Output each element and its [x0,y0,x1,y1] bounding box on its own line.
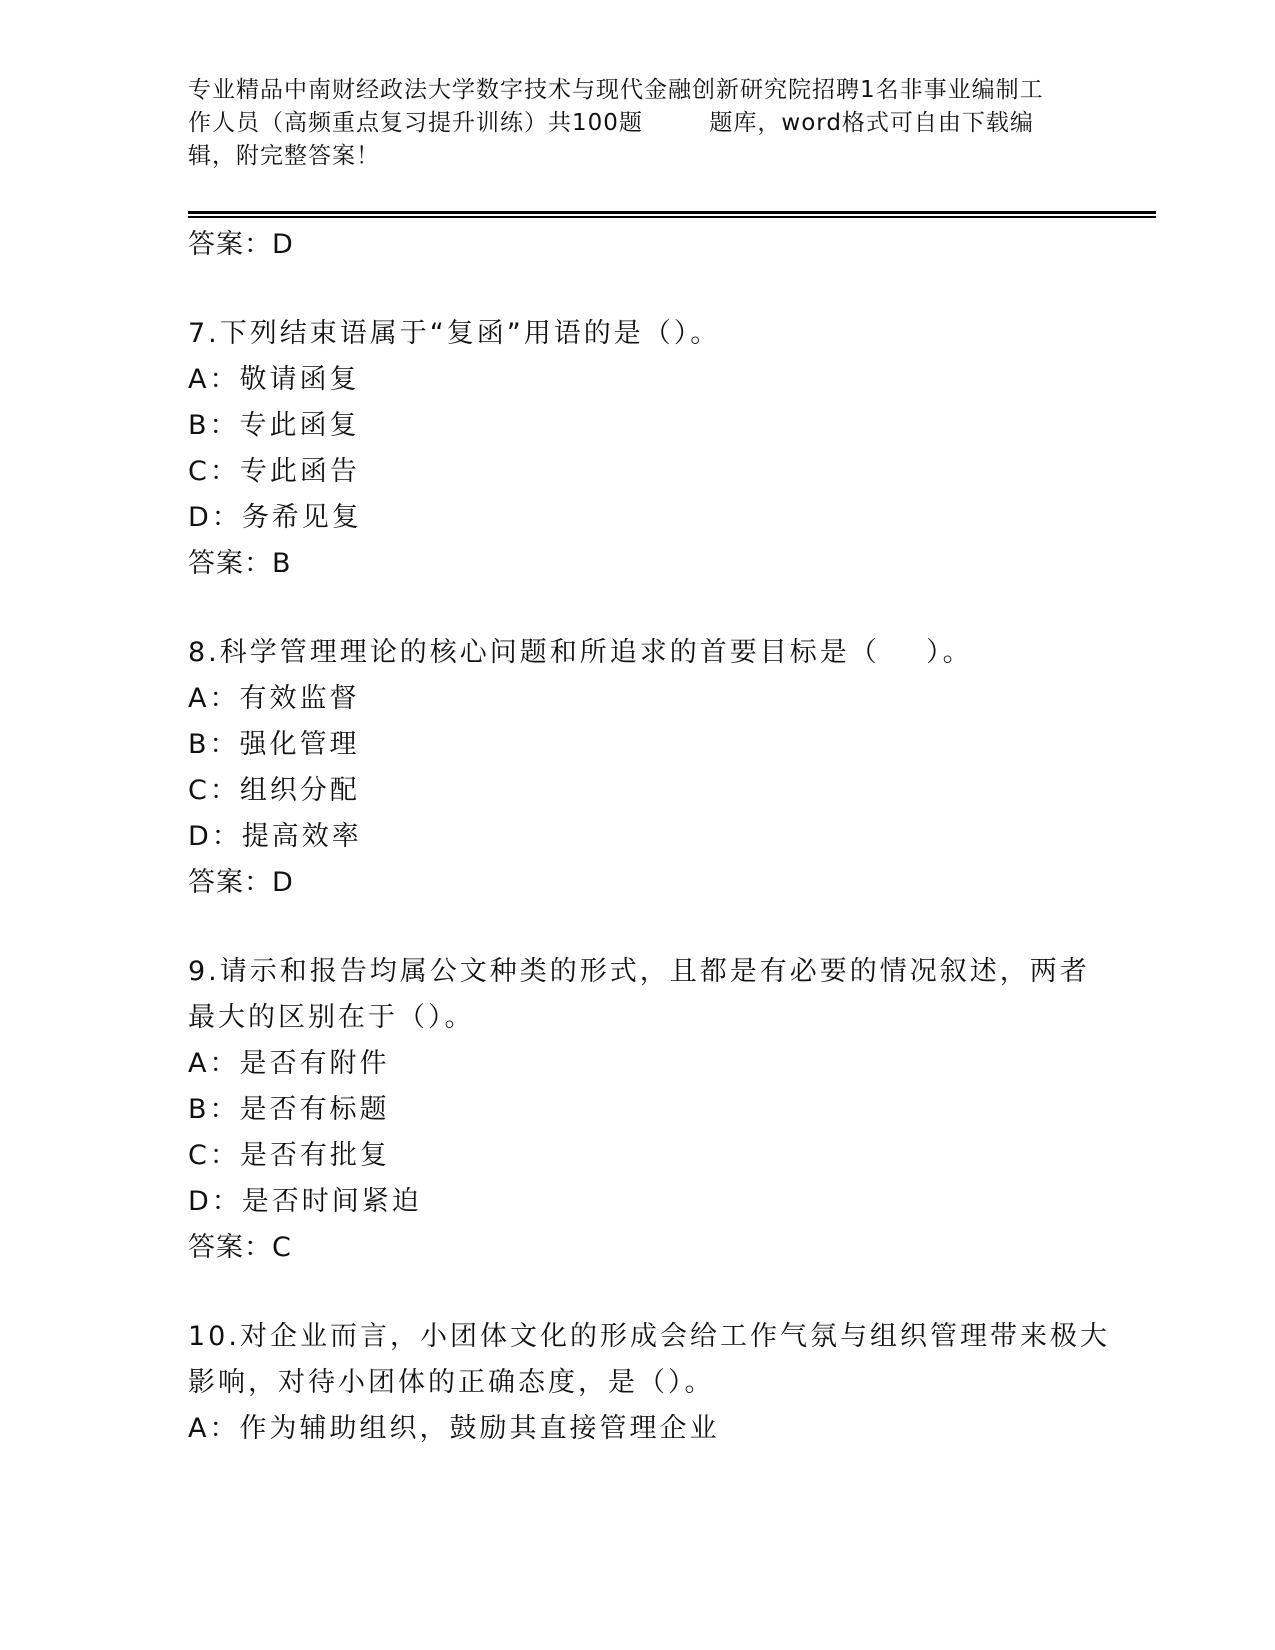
option-c: C：专此函告 [188,456,360,487]
option-b: B：专此函复 [188,410,360,441]
option-a: A：是否有附件 [188,1048,390,1079]
question-list [188,222,1110,1452]
question-stem: 8.科学管理理论的核心问题和所追求的首要目标是（ ）。 [188,637,973,668]
question-10 [188,1314,1110,1452]
option-d: D：务希见复 [188,502,362,533]
question-8 [188,630,1088,906]
option-b: B：是否有标题 [188,1094,390,1125]
question-stem: 7.下列结束语属于“复函”用语的是（）。 [188,318,721,349]
answer-line: 答案：B [188,548,292,579]
question-9 [188,949,1088,1271]
header-line: 辑，附完整答案！ [188,143,380,169]
spacer [188,587,1088,630]
answer-line: 答案：D [188,867,294,898]
option-c: C：组织分配 [188,775,360,806]
option-a: A：作为辅助组织，鼓励其直接管理企业 [188,1413,720,1444]
question-7 [188,311,1088,587]
question-stem: 影响，对待小团体的正确态度，是（）。 [188,1367,715,1398]
spacer [188,268,1088,311]
header-rule-thin [188,216,1156,218]
header-line: 专业精品中南财经政法大学数字技术与现代金融创新研究院招聘1名非事业编制工 [188,77,1044,103]
option-a: A：敬请函复 [188,364,360,395]
option-c: C：是否有批复 [188,1140,390,1171]
question-stem: 最大的区别在于（）。 [188,1002,475,1033]
option-d: D：是否时间紧迫 [188,1186,422,1217]
answer-line: 答案：C [188,1232,292,1263]
option-d: D：提高效率 [188,821,362,852]
spacer [188,906,1088,949]
header-line: 作人员（高频重点复习提升训练）共100题 题库，word格式可自由下载编 [188,110,1034,136]
question-stem: 9.请示和报告均属公文种类的形式，且都是有必要的情况叙述，两者 [188,956,1090,987]
option-b: B：强化管理 [188,729,360,760]
option-a: A：有效监督 [188,683,360,714]
header-rule-thick [188,211,1156,214]
question-stem: 10.对企业而言，小团体文化的形成会给工作气氛与组织管理带来极大 [188,1321,1110,1352]
document-header [188,74,1088,173]
answer-line: 答案：D [188,229,294,260]
spacer [188,1271,1088,1314]
